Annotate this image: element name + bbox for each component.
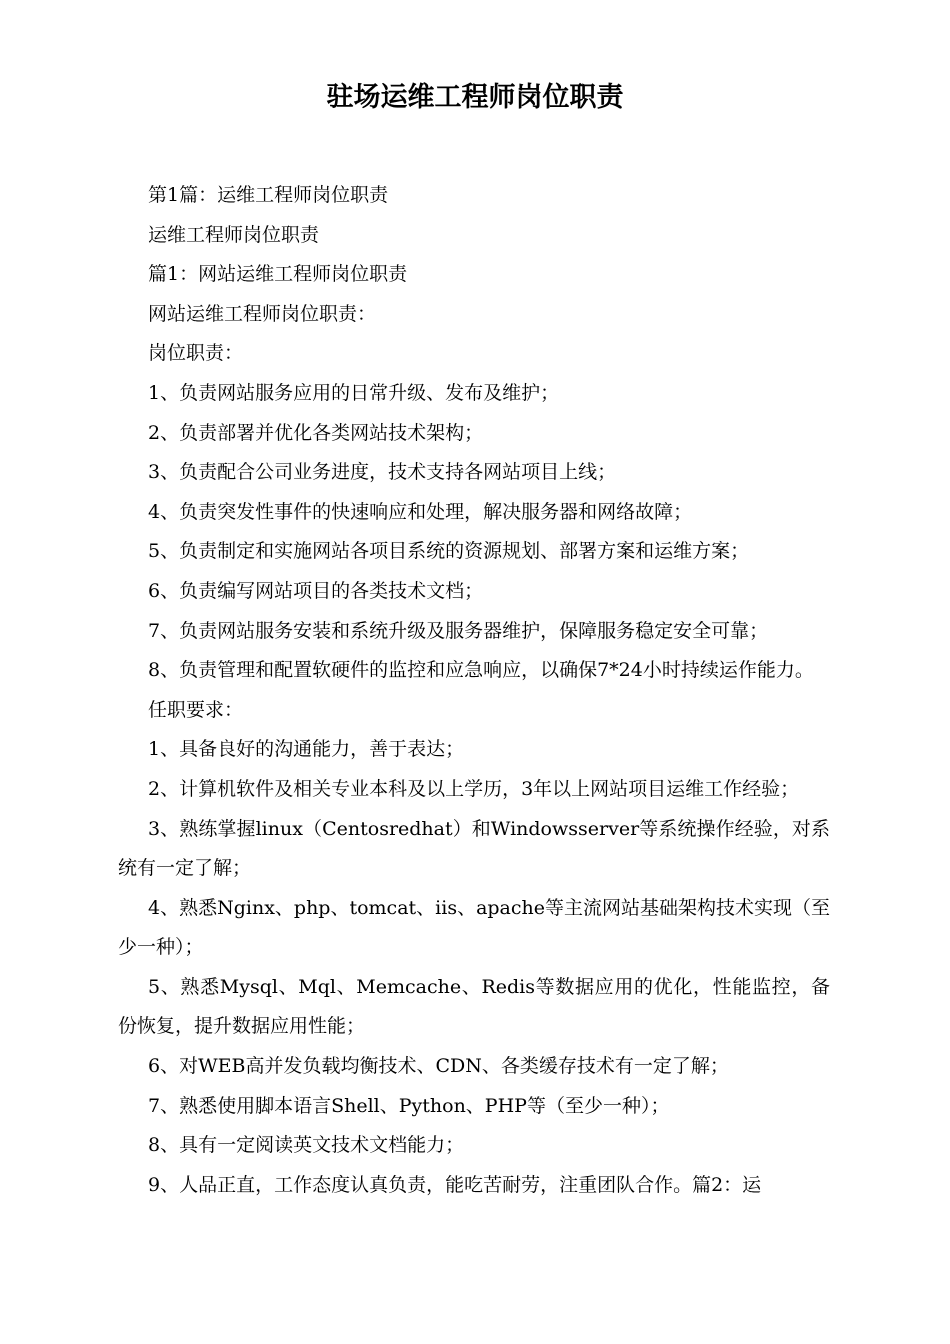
paragraph-subheading: 运维工程师岗位职责 (148, 223, 320, 246)
duty-item: 4、负责突发性事件的快速响应和处理，解决服务器和网络故障； (148, 500, 693, 523)
requirement-item: 6、对WEB高并发负载均衡技术、CDN、各类缓存技术有一定了解； (148, 1055, 729, 1078)
duty-item: 2、负责部署并优化各类网站技术架构； (148, 421, 484, 444)
duty-item: 1、负责网站服务应用的日常升级、发布及维护； (148, 381, 560, 404)
document-title: 驻场运维工程师岗位职责 (326, 82, 624, 113)
requirement-item: 3、熟练掌握linux（Centosredhat）和Windowsserver等系统操作经验，对系统有一定了解； (118, 817, 830, 880)
requirement-item: 2、计算机软件及相关专业本科及以上学历，3年以上网站项目运维工作经验； (148, 777, 800, 800)
requirement-item: 5、熟悉Mysql、Mql、Memcache、Redis等数据应用的优化，性能监控，备份恢复，提升数据应用性能； (118, 975, 830, 1038)
paragraph-section-heading: 第1篇：运维工程师岗位职责 (148, 184, 389, 206)
duty-item: 6、负责编写网站项目的各类技术文档； (148, 579, 484, 602)
duty-item: 8、负责管理和配置软硬件的监控和应急响应，以确保7*24小时持续运作能力。 (148, 659, 814, 682)
requirement-item: 9、人品正直，工作态度认真负责，能吃苦耐劳，注重团队合作。篇2：运 (148, 1173, 762, 1196)
requirement-item: 8、具有一定阅读英文技术文档能力； (148, 1134, 465, 1157)
paragraph-article-heading: 篇1：网站运维工程师岗位职责 (148, 263, 408, 286)
requirement-item: 7、熟悉使用脚本语言Shell、Python、PHP等（至少一种）； (148, 1094, 670, 1117)
paragraph-requirements-label: 任职要求： (148, 698, 244, 721)
duty-item: 7、负责网站服务安装和系统升级及服务器维护，保障服务稳定安全可靠； (148, 619, 769, 642)
paragraph-duties-label: 岗位职责： (148, 342, 244, 365)
document-body (118, 176, 830, 1205)
requirement-item: 4、熟悉Nginx、php、tomcat、iis、apache等主流网站基础架构技术实现（至少一种）； (118, 896, 831, 959)
requirement-item: 1、具备良好的沟通能力，善于表达； (148, 738, 465, 761)
duty-item: 3、负责配合公司业务进度，技术支持各网站项目上线； (148, 461, 617, 484)
paragraph-article-title: 网站运维工程师岗位职责： (148, 302, 377, 325)
duty-item: 5、负责制定和实施网站各项目系统的资源规划、部署方案和运维方案； (148, 540, 750, 563)
